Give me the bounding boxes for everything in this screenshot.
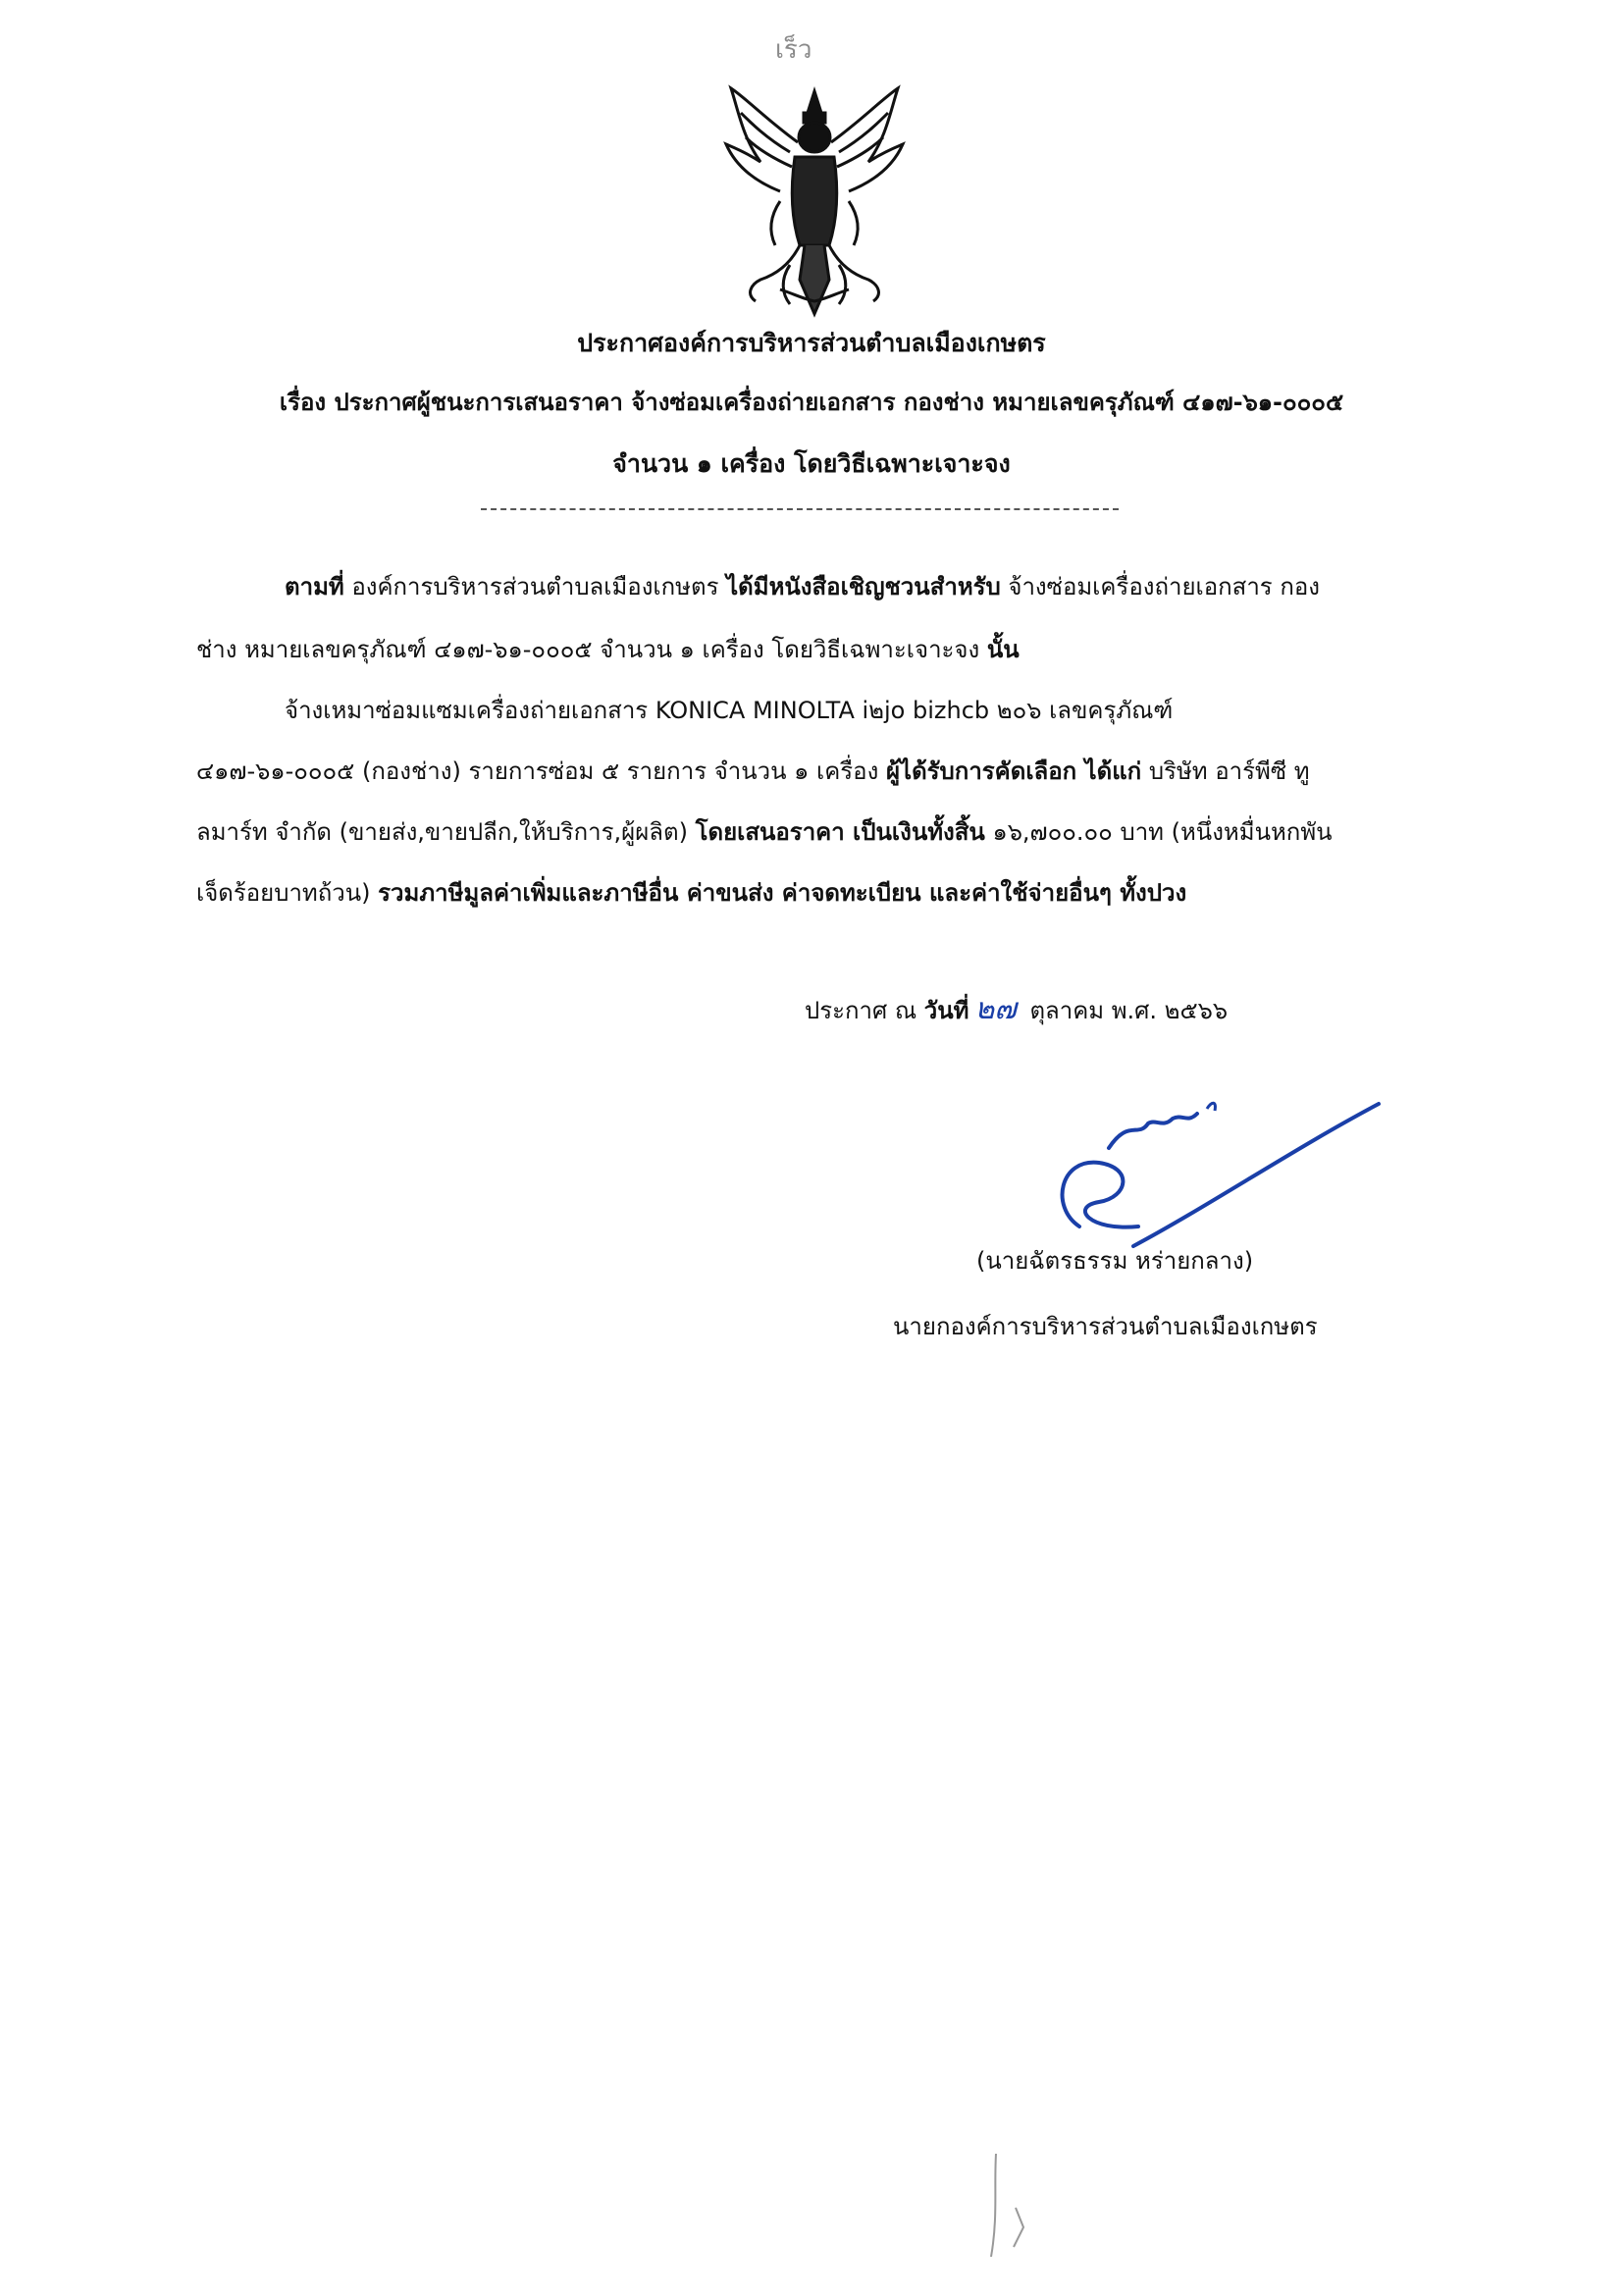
handwritten-day: ๒๗ xyxy=(974,992,1017,1026)
announcement-subject: เรื่อง ประกาศผู้ชนะการเสนอราคา จ้างซ่อมเครื่องถ่ายเอกสาร กองช่าง หมายเลขครุภัณฑ์ ๔๑๗-๖๑-๐๐๐๕ xyxy=(279,389,1344,416)
text: จ้างเหมาซ่อมแซมเครื่องถ่ายเอกสาร KONICA MINOLTA i๒jo bizhcb ๒๐๖ เลขครุภัณฑ์ xyxy=(285,697,1174,724)
garuda-emblem-icon xyxy=(721,83,908,319)
text-bold: ผู้ได้รับการคัดเลือก ได้แก่ xyxy=(885,757,1142,785)
announcement-title: ประกาศองค์การบริหารส่วนตำบลเมืองเกษตร xyxy=(577,329,1046,357)
text: ช่าง หมายเลขครุภัณฑ์ ๔๑๗-๖๑-๐๐๐๕ จำนวน ๑ เครื่อง โดยวิธีเฉพาะเจาะจง xyxy=(196,636,987,663)
text-bold: ตามที่ xyxy=(285,573,344,600)
text-bold: โดยเสนอราคา เป็นเงินทั้งสิ้น xyxy=(695,818,985,846)
announcement-date xyxy=(805,986,1228,1032)
paragraph1-line1 xyxy=(285,567,1320,605)
text: จ้างซ่อมเครื่องถ่ายเอกสาร กอง xyxy=(1000,573,1320,600)
paragraph2-line3 xyxy=(196,812,1333,851)
text-bold: รวมภาษีมูลค่าเพิ่มและภาษีอื่น ค่าขนส่ง ค่าจดทะเบียน และค่าใช้จ่ายอื่นๆ ทั้งปวง xyxy=(378,879,1187,907)
signer-name: (นายฉัตรธรรม หร่ายกลาง) xyxy=(976,1247,1254,1275)
text: ๔๑๗-๖๑-๐๐๐๕ (กองช่าง) รายการซ่อม ๕ รายการ จำนวน ๑ เครื่อง xyxy=(196,757,886,785)
text: ลมาร์ท จำกัด (ขายส่ง,ขายปลีก,ให้บริการ,ผู้ผลิต) xyxy=(196,818,696,846)
margin-note: เร็ว xyxy=(775,35,812,65)
paragraph2-line4 xyxy=(196,873,1186,912)
text-bold: ได้มีหนังสือเชิญชวนสำหรับ xyxy=(726,573,1001,600)
text: ๑๖,๗๐๐.๐๐ บาท (หนึ่งหมื่นหกพัน xyxy=(984,818,1333,846)
text: เจ็ดร้อยบาทถ้วน) xyxy=(196,879,379,907)
signer-title: นายกองค์การบริหารส่วนตำบลเมืองเกษตร xyxy=(893,1313,1318,1340)
announcement-subject-cont: จำนวน ๑ เครื่อง โดยวิธีเฉพาะเจาะจง xyxy=(612,449,1011,478)
paragraph2-line1 xyxy=(285,691,1173,729)
paragraph1-line2 xyxy=(196,630,1020,668)
text: องค์การบริหารส่วนตำบลเมืองเกษตร xyxy=(343,573,727,600)
date-suffix: ตุลาคม พ.ศ. ๒๕๖๖ xyxy=(1021,997,1229,1024)
scan-mark-icon xyxy=(976,2149,1055,2267)
date-prefix: ประกาศ ณ xyxy=(805,997,924,1024)
divider-line xyxy=(481,508,1119,510)
text: บริษัท อาร์พีซี ทู xyxy=(1141,757,1310,785)
paragraph2-line2 xyxy=(196,752,1310,790)
date-label: วันที่ xyxy=(923,997,969,1024)
text-bold: นั้น xyxy=(986,636,1020,663)
